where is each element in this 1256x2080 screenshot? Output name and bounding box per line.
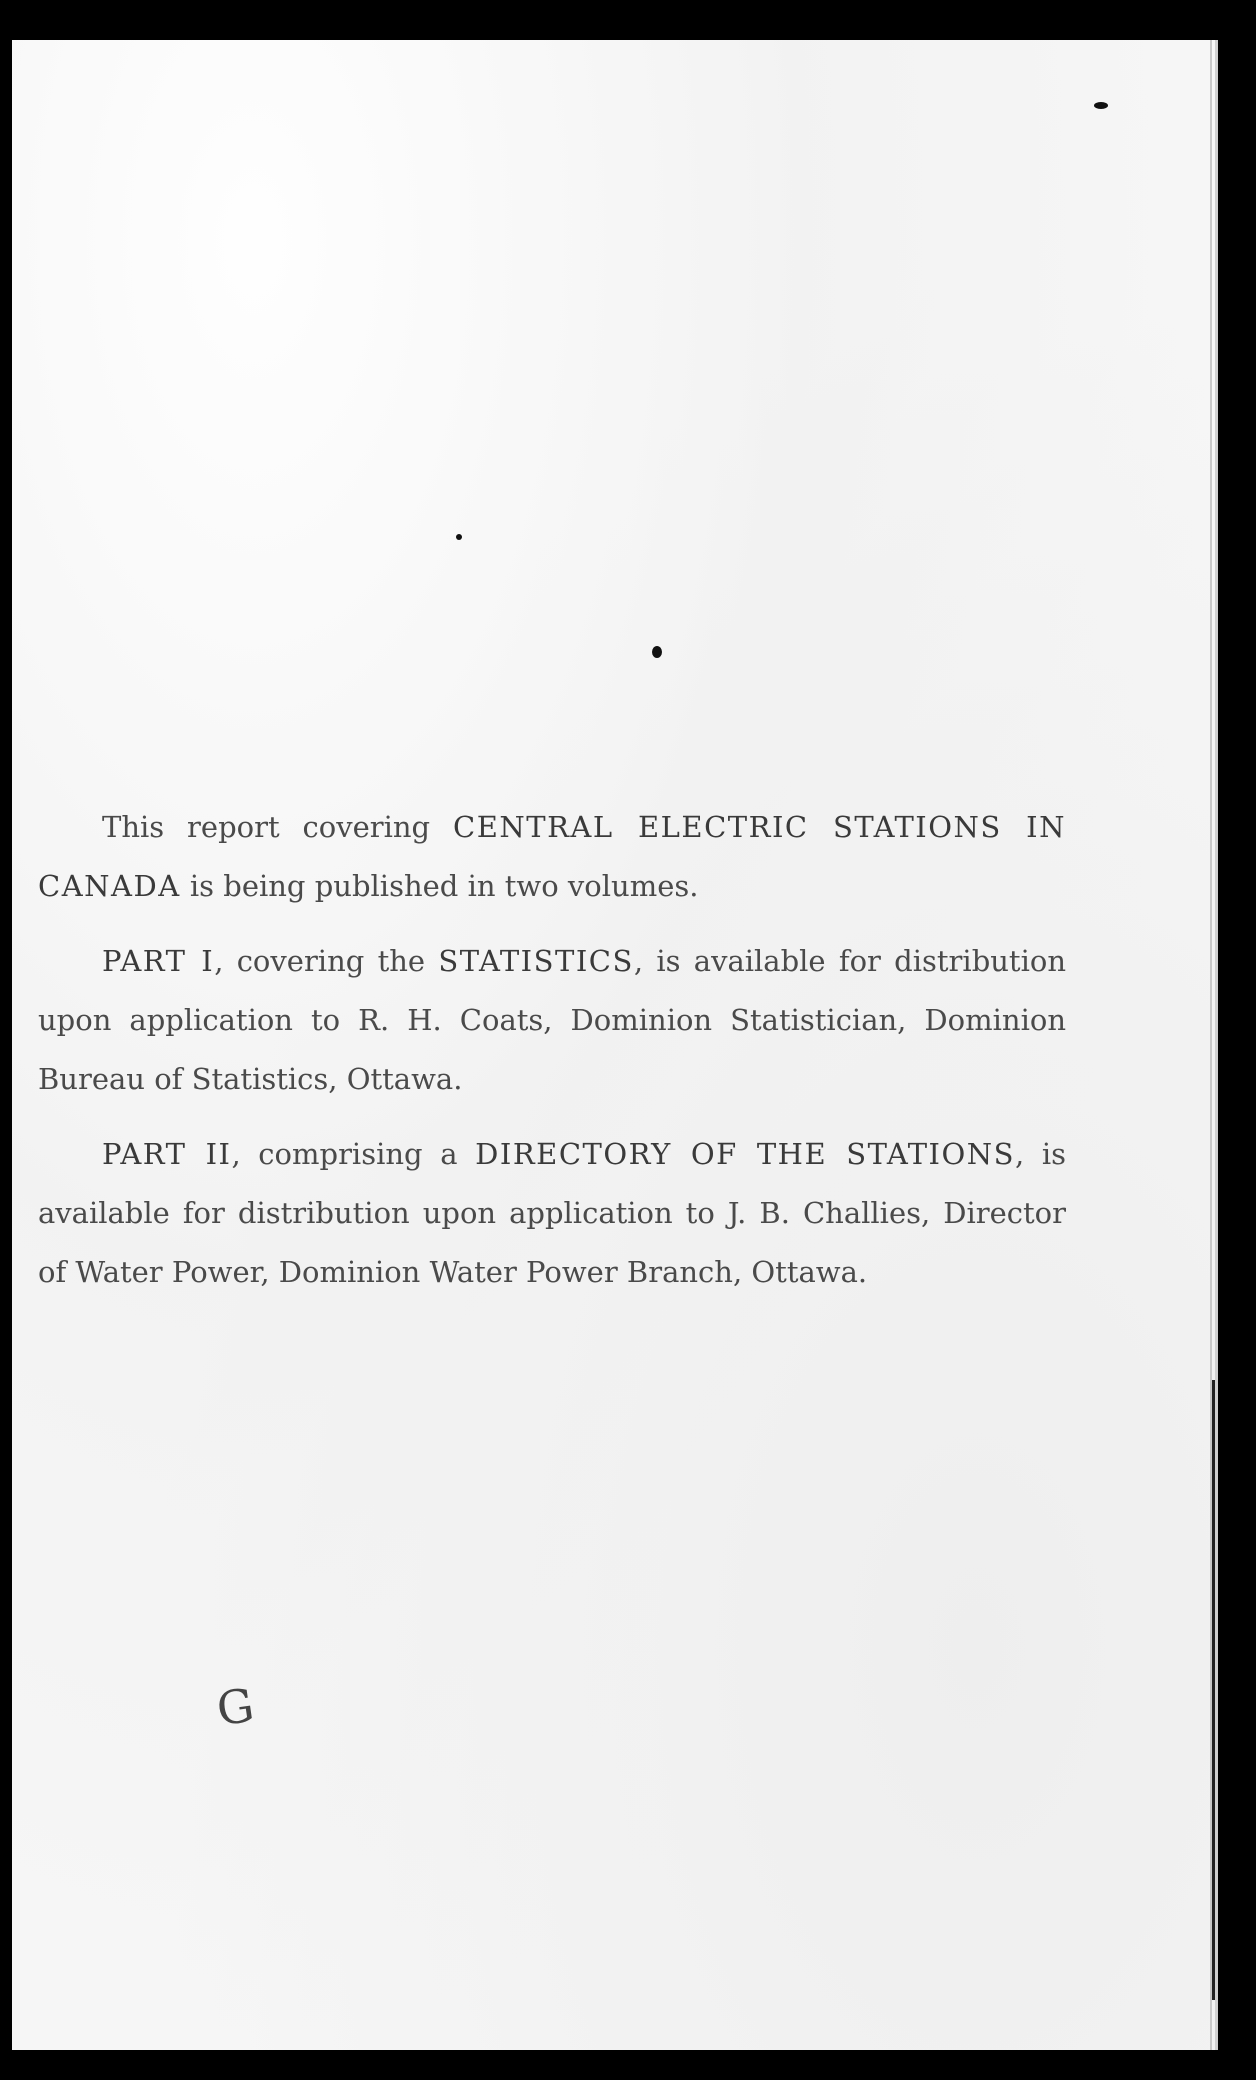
ink-speck — [456, 534, 462, 540]
ink-speck — [1094, 102, 1108, 109]
report-title: CENTRAL ELECTRIC STATIONS IN CANADA — [38, 810, 1066, 903]
notice-paragraph-1 — [38, 798, 1066, 916]
page-edge-line — [1212, 1380, 1215, 2000]
part-label: PART I — [102, 944, 215, 978]
ink-speck — [652, 646, 662, 658]
notice-text: , covering the — [214, 944, 439, 978]
notice-text: This report covering — [102, 810, 453, 844]
part-label: PART II — [102, 1137, 232, 1171]
notice-text: , is available for distribution upon application to J. B. Challies, Director of Water Power, Dominion Water Power Branch, Ottawa. — [38, 1137, 1067, 1289]
notice-paragraph-3 — [38, 1125, 1066, 1302]
notice-text: , comprising a — [231, 1137, 476, 1171]
part-title: STATISTICS — [438, 944, 634, 978]
part-title: DIRECTORY OF THE STATIONS — [475, 1137, 1016, 1171]
notice-paragraph-2 — [38, 932, 1066, 1109]
document-page — [12, 40, 1218, 2050]
notice-text: , is available for distribution upon application to R. H. Coats, Dominion Statistician, Dominion Bureau of Statistics, Ottawa. — [38, 944, 1066, 1096]
publication-notice — [38, 798, 1066, 1318]
handwritten-mark: G — [213, 1677, 258, 1737]
notice-text: is being published in two volumes. — [180, 869, 699, 903]
